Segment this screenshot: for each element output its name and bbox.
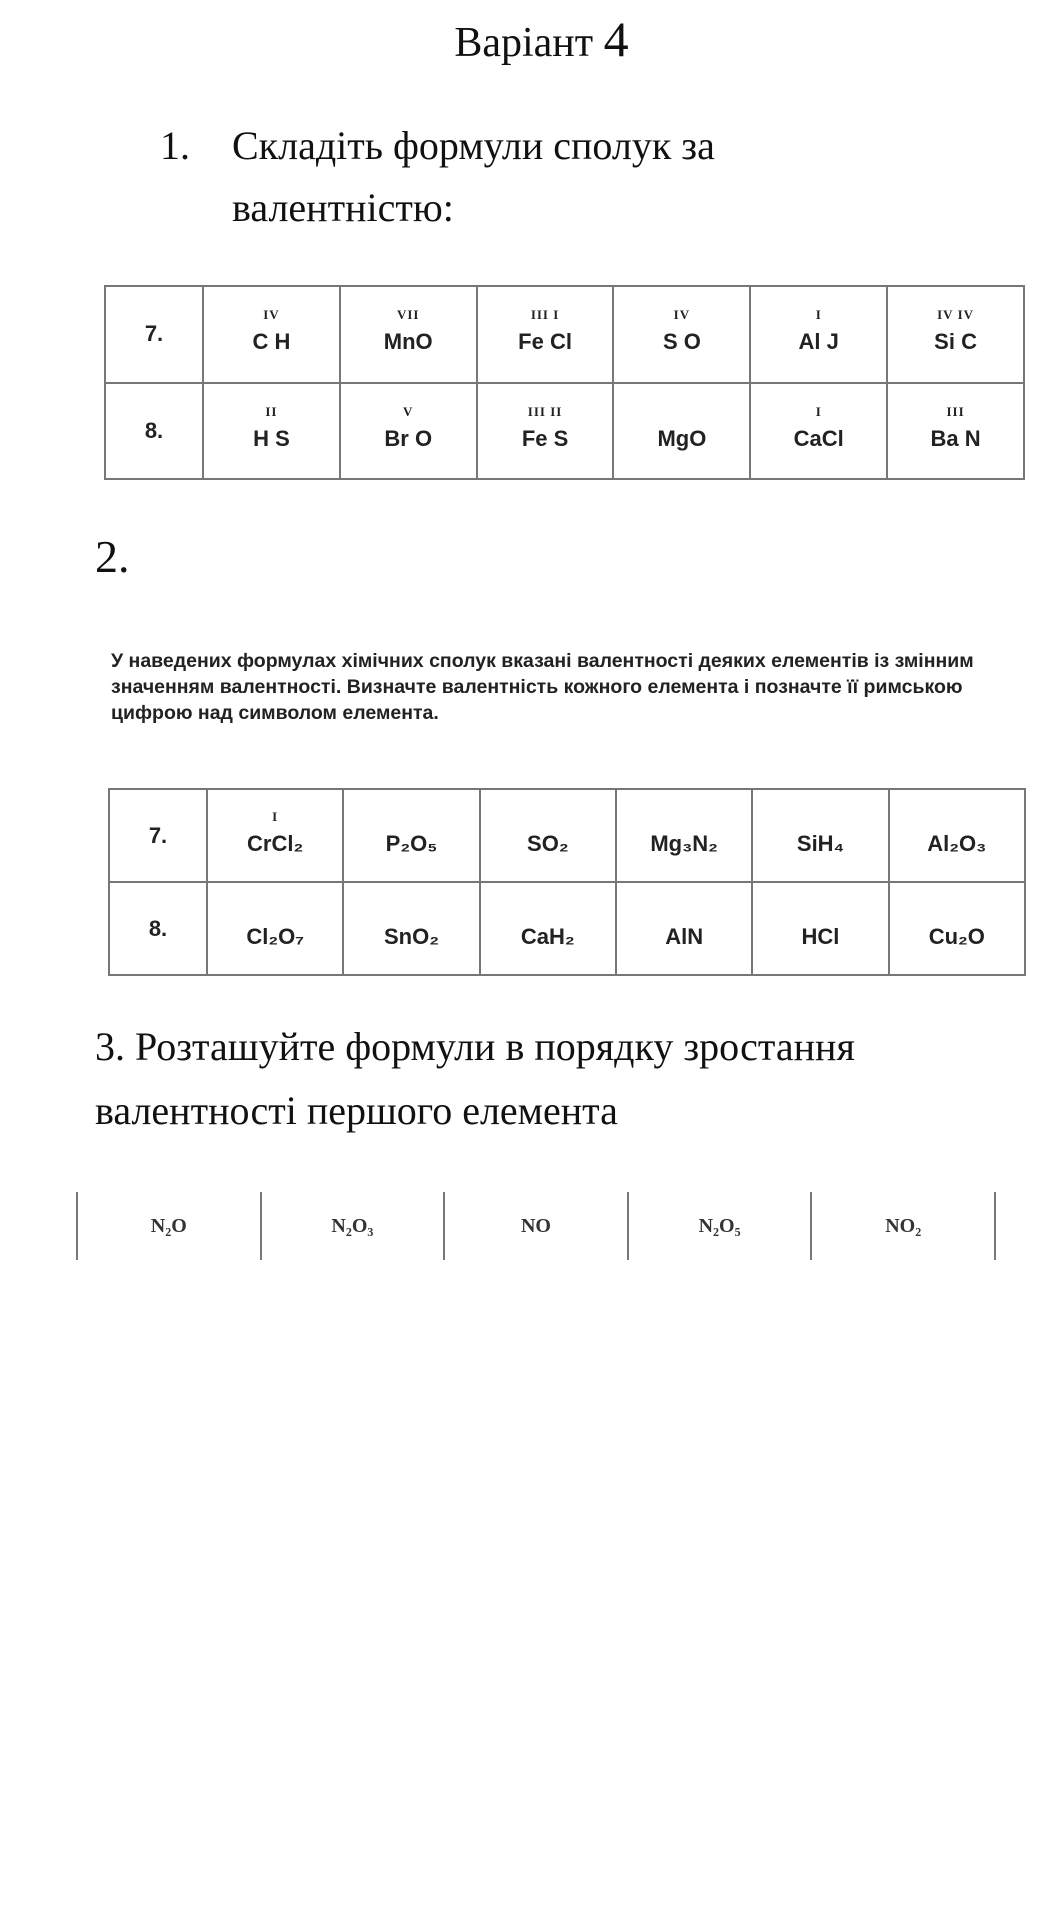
- formula-cell: SO₂: [480, 789, 616, 882]
- formula-cell: N₂O₅: [628, 1192, 812, 1260]
- table-row: [77, 1192, 995, 1260]
- task-3-text: 3. Розташуйте формули в порядку зростання валентності першого елемента: [95, 1024, 855, 1133]
- task-2-instruction: У наведених формулах хімічних сполук вказані валентності деяких елементів із змінним значенням валентності. Визначте валентність кожного елемента і позначте її римською цифрою над символом елемента.: [111, 650, 974, 724]
- formula-cell: III II Fe S: [477, 383, 614, 480]
- table-row: [109, 882, 1025, 975]
- formula-cell: P₂O₅: [343, 789, 479, 882]
- valence-table-2: [108, 788, 1026, 976]
- formula-cell: CaH₂: [480, 882, 616, 975]
- formula-cell: AlN: [616, 882, 752, 975]
- page-title: [0, 10, 1053, 68]
- task-1-text: Складіть формули сполук за валентністю:: [232, 123, 715, 230]
- formula-cell: N₂O: [77, 1192, 261, 1260]
- formula-cell: VII MnO: [340, 286, 477, 383]
- formula-cell: Cl₂O₇: [207, 882, 343, 975]
- formula-cell: I CaCl: [750, 383, 887, 480]
- task-1-number: 1.: [160, 123, 190, 168]
- formula-cell: NO: [444, 1192, 628, 1260]
- row-number: 8.: [105, 383, 203, 480]
- table-row: [109, 789, 1025, 882]
- formula-cell: IV C H: [203, 286, 340, 383]
- row-number: 7.: [109, 789, 207, 882]
- formula-cell: SnO₂: [343, 882, 479, 975]
- table-row: [105, 383, 1024, 480]
- formula-cell: Cu₂O: [889, 882, 1025, 975]
- variant-number: 4: [603, 11, 629, 67]
- row-number: 8.: [109, 882, 207, 975]
- formula-cell: III I Fe Cl: [477, 286, 614, 383]
- formula-cell: Al₂O₃: [889, 789, 1025, 882]
- title-label: Варіант: [454, 20, 594, 66]
- formula-cell: IV IV Si C: [887, 286, 1024, 383]
- formula-order-table: [76, 1192, 996, 1260]
- formula-cell: I Al J: [750, 286, 887, 383]
- formula-cell: I CrCl₂: [207, 789, 343, 882]
- formula-cell: IV S O: [613, 286, 750, 383]
- table-row: [105, 286, 1024, 383]
- formula-cell: MgO: [613, 383, 750, 480]
- formula-cell: SiH₄: [752, 789, 888, 882]
- formula-cell: HCl: [752, 882, 888, 975]
- formula-cell: III Ba N: [887, 383, 1024, 480]
- formula-cell: Mg₃N₂: [616, 789, 752, 882]
- task-2-number: 2.: [95, 531, 130, 582]
- valence-table-1: [104, 285, 1025, 480]
- formula-cell: II H S: [203, 383, 340, 480]
- formula-cell: NO₂: [811, 1192, 995, 1260]
- row-number: 7.: [105, 286, 203, 383]
- task-1-heading: [160, 115, 872, 239]
- formula-cell: V Br O: [340, 383, 477, 480]
- formula-cell: N₂O₃: [261, 1192, 445, 1260]
